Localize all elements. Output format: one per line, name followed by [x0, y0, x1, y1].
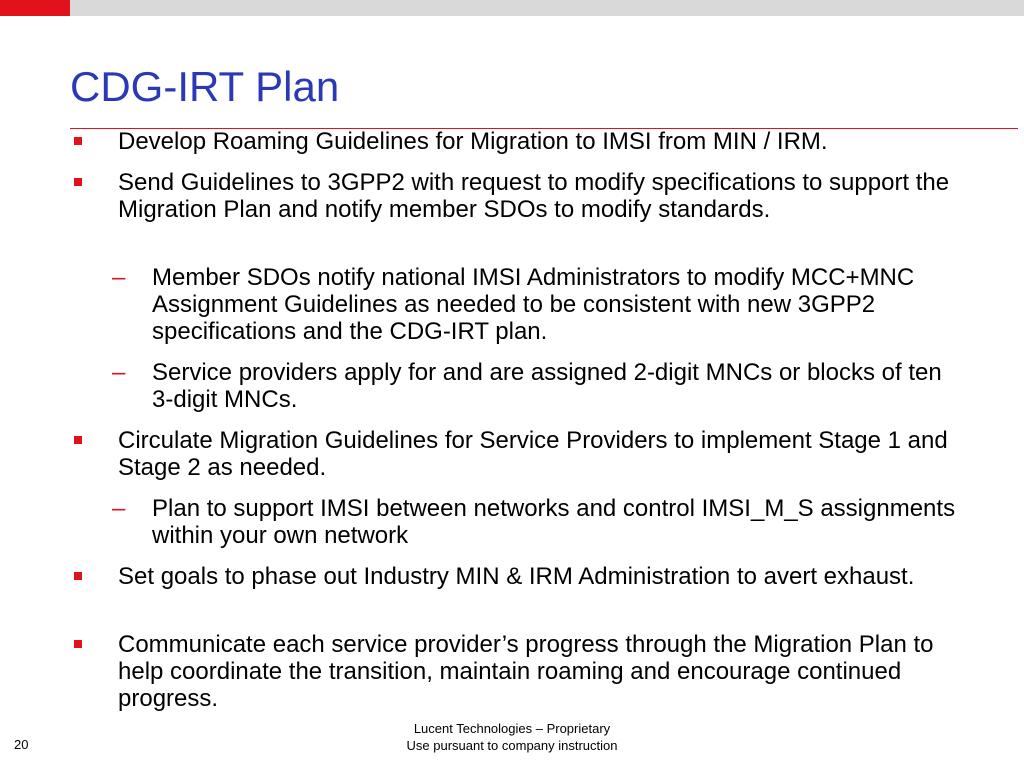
bullet-text: Communicate each service provider’s progress through the Migration Plan to help coordinate the transition, maintain roaming and encourage continued progress.	[118, 631, 934, 712]
slide-title: CDG-IRT Plan	[70, 63, 340, 110]
square-bullet-icon	[74, 640, 82, 648]
square-bullet-icon	[74, 572, 82, 580]
sub-bullet-text: Plan to support IMSI between networks and control IMSI_M_S assignments within your own network	[152, 495, 956, 549]
footer-proprietary: Lucent Technologies – Proprietary	[413, 721, 611, 736]
bullet-item	[118, 631, 968, 712]
footer-instruction: Use pursuant to company instruction	[406, 738, 618, 753]
page-number: 20	[14, 737, 29, 752]
bullet-text: Circulate Migration Guidelines for Service Providers to implement Stage 1 and Stage 2 as needed.	[118, 427, 948, 481]
dash-bullet-icon: –	[112, 264, 126, 291]
sub-bullet-text: Member SDOs notify national IMSI Administrators to modify MCC+MNC Assignment Guidelines as needed to be consistent with new 3GPP2 specifications and the CDG-IRT plan.	[152, 264, 915, 345]
sub-bullet-text: Service providers apply for and are assigned 2-digit MNCs or blocks of ten 3-digit MNCs.	[152, 359, 942, 413]
dash-bullet-icon: –	[112, 495, 126, 522]
bullet-text: Send Guidelines to 3GPP2 with request to modify specifications to support the Migration Plan and notify member SDOs to modify standards.	[118, 169, 950, 223]
bullet-text: Develop Roaming Guidelines for Migration to IMSI from MIN / IRM.	[118, 128, 828, 155]
bullet-text: Set goals to phase out Industry MIN & IRM Administration to avert exhaust.	[118, 563, 915, 590]
bullet-item	[118, 169, 968, 223]
square-bullet-icon	[74, 178, 82, 186]
sub-bullet-item	[112, 495, 968, 549]
square-bullet-icon	[74, 436, 82, 444]
bullet-item	[118, 427, 968, 481]
dash-bullet-icon: –	[112, 359, 126, 386]
bullet-item	[118, 128, 968, 155]
bullet-item	[118, 563, 968, 590]
sub-bullet-item	[112, 264, 968, 345]
sub-bullet-item	[112, 359, 968, 413]
square-bullet-icon	[74, 137, 82, 145]
